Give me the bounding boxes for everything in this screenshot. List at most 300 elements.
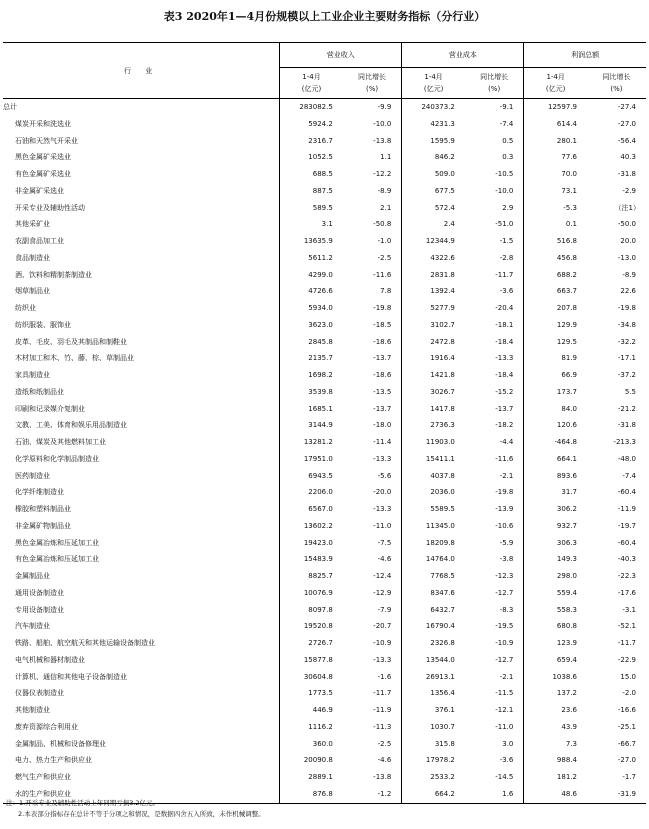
industry-name-cell: 烟草制品业 <box>3 283 280 300</box>
revenue-value-cell: 4726.6 <box>308 287 333 296</box>
cost-growth-cell: -20.4 <box>465 300 524 317</box>
industry-name-cell: 医药制造业 <box>3 468 280 485</box>
revenue-growth-cell: -1.0 <box>343 233 402 250</box>
cost-growth-cell: -10.6 <box>465 518 524 535</box>
cost-growth-cell: -18.2 <box>465 417 524 434</box>
profit-growth-cell: 20.0 <box>620 237 636 245</box>
revenue-growth-cell: -7.9 <box>343 602 402 619</box>
cost-value-cell: 4231.3 <box>430 119 455 128</box>
profit-growth-cell: -22.9 <box>617 655 636 664</box>
cost-value-cell: 2736.3 <box>430 421 455 430</box>
industry-name-cell: 酒、饮料和精制茶制造业 <box>3 267 280 284</box>
revenue-growth-cell: -13.3 <box>343 451 402 468</box>
revenue-growth-cell: -11.4 <box>343 434 402 451</box>
industry-name-cell: 总计 <box>3 99 280 116</box>
profit-growth-cell: -21.2 <box>617 404 636 413</box>
revenue-value-cell: 3623.0 <box>308 320 333 329</box>
revenue-value-cell: 6943.5 <box>308 471 333 480</box>
industry-name-cell: 铁路、船舶、航空航天和其他运输设备制造业 <box>3 635 280 652</box>
revenue-value-cell: 876.8 <box>280 786 343 803</box>
revenue-growth-cell: -10.0 <box>343 116 402 133</box>
profit-value-cell: 664.1 <box>556 454 577 463</box>
revenue-growth-cell: -19.8 <box>343 300 402 317</box>
profit-value-cell: 84.0 <box>561 404 577 413</box>
profit-value-subheader: 1-4月 (亿元) <box>524 68 587 99</box>
industry-name-cell: 水的生产和供应业 <box>3 786 280 803</box>
profit-value-cell: 558.3 <box>556 605 577 614</box>
profit-growth-cell: -19.8 <box>617 304 636 312</box>
revenue-growth-cell: -18.6 <box>343 367 402 384</box>
cost-growth-cell: -3.6 <box>465 283 524 300</box>
profit-growth-cell: -31.9 <box>587 786 646 803</box>
table-row <box>3 468 646 485</box>
cost-growth-cell: -9.1 <box>465 99 524 116</box>
cost-growth-cell: 2.9 <box>465 200 524 217</box>
cost-value-cell: 2472.8 <box>430 337 455 346</box>
cost-value-cell: 677.5 <box>434 186 455 195</box>
table-row <box>3 736 646 753</box>
industry-name-cell: 石油和天然气开采业 <box>3 133 280 150</box>
industry-name-cell: 皮革、毛皮、羽毛及其制品和制鞋业 <box>3 334 280 351</box>
table-row <box>3 283 646 300</box>
profit-value-cell: 659.4 <box>556 655 577 664</box>
revenue-value-cell: 3539.8 <box>308 387 333 396</box>
revenue-value-cell: 17951.0 <box>303 454 333 463</box>
profit-value-cell: 66.9 <box>561 371 577 379</box>
footnote-1: 注：1.开采专业及辅助性活动上年同期亏损3.2亿元。 <box>6 799 160 807</box>
revenue-growth-cell: 2.1 <box>343 200 402 217</box>
profit-growth-cell: -2.0 <box>622 689 636 698</box>
cost-growth-cell: -13.9 <box>465 501 524 518</box>
cost-value-cell: 3026.7 <box>430 387 455 396</box>
revenue-value-cell: 19520.8 <box>303 622 333 631</box>
profit-value-cell: 129.5 <box>556 337 577 346</box>
cost-growth-cell: -10.9 <box>465 635 524 652</box>
cost-value-cell: 1421.8 <box>430 371 455 379</box>
cost-growth-cell: -5.9 <box>465 535 524 552</box>
industry-name-cell: 化学纤维制造业 <box>3 484 280 501</box>
cost-value-cell: 376.1 <box>434 706 455 714</box>
profit-value-cell: 181.2 <box>556 773 577 781</box>
cost-value-cell: 16790.4 <box>425 622 455 631</box>
profit-value-cell: 173.7 <box>556 387 577 396</box>
table-row <box>3 350 646 367</box>
cost-value-cell: 3102.7 <box>430 320 455 329</box>
revenue-growth-cell: -9.9 <box>343 99 402 116</box>
cost-value-cell: 11345.0 <box>425 521 455 530</box>
revenue-growth-cell: -20.7 <box>343 618 402 635</box>
revenue-value-cell: 283082.5 <box>299 103 333 111</box>
profit-growth-cell: -34.8 <box>617 320 636 329</box>
table-row <box>3 267 646 284</box>
revenue-growth-cell: 7.8 <box>343 283 402 300</box>
cost-growth-cell: -2.1 <box>465 669 524 686</box>
table-row <box>3 233 646 250</box>
cost-growth-cell: -11.6 <box>465 451 524 468</box>
profit-growth-cell: -50.0 <box>617 220 636 229</box>
table-row <box>3 300 646 317</box>
profit-value-cell: 70.0 <box>561 170 577 178</box>
cost-value-cell: 1030.7 <box>430 722 455 731</box>
revenue-value-cell: 1698.2 <box>308 371 333 379</box>
cost-growth-cell: -10.5 <box>465 166 524 183</box>
industry-name-cell: 其他采矿业 <box>3 216 280 233</box>
revenue-value-cell: 13635.9 <box>303 237 333 245</box>
industry-name-cell: 通用设备制造业 <box>3 585 280 602</box>
profit-value-cell: 31.7 <box>561 488 577 497</box>
profit-growth-cell: -52.1 <box>617 622 636 631</box>
industry-name-cell: 橡胶和塑料制品业 <box>3 501 280 518</box>
industry-name-cell: 煤炭开采和洗选业 <box>3 116 280 133</box>
cost-growth-cell: -12.3 <box>465 568 524 585</box>
industry-name-cell: 金属制品、机械和设备修理业 <box>3 736 280 753</box>
cost-growth-subheader: 同比增长 (%) <box>465 68 524 99</box>
revenue-growth-cell: -11.3 <box>343 719 402 736</box>
table-row <box>3 133 646 150</box>
table-row <box>3 484 646 501</box>
revenue-value-cell: 20090.8 <box>303 756 333 765</box>
table-row <box>3 166 646 183</box>
cost-growth-cell: 3.0 <box>465 736 524 753</box>
profit-growth-cell: -31.8 <box>617 421 636 430</box>
cost-value-cell: 4037.8 <box>430 471 455 480</box>
revenue-growth-subheader: 同比增长 (%) <box>343 68 402 99</box>
cost-value-subheader: 1-4月 (亿元) <box>402 68 465 99</box>
revenue-value-cell: 8825.7 <box>308 572 333 580</box>
profit-growth-cell: 5.5 <box>624 387 636 396</box>
profit-header: 利润总额 <box>524 43 646 68</box>
industry-name-cell: 石油、煤炭及其他燃料加工业 <box>3 434 280 451</box>
revenue-value-cell: 10076.9 <box>303 588 333 597</box>
table-row <box>3 518 646 535</box>
revenue-value-cell: 5611.2 <box>308 253 333 262</box>
profit-growth-cell: -40.3 <box>617 555 636 564</box>
table-row <box>3 384 646 401</box>
revenue-growth-cell: -1.6 <box>343 669 402 686</box>
cost-growth-cell: -18.4 <box>465 334 524 351</box>
revenue-value-cell: 3.1 <box>321 220 333 229</box>
table-row <box>3 183 646 200</box>
revenue-growth-cell: -13.7 <box>343 401 402 418</box>
profit-value-cell: 893.6 <box>556 471 577 480</box>
industry-name-cell: 非金属矿物制品业 <box>3 518 280 535</box>
cost-value-cell: 572.4 <box>434 203 455 212</box>
profit-growth-cell: -66.7 <box>617 739 636 748</box>
profit-value-cell: 149.3 <box>556 555 577 564</box>
cost-value-cell: 315.8 <box>434 739 455 748</box>
cost-growth-cell: -12.7 <box>465 585 524 602</box>
cost-value-cell: 14764.0 <box>425 555 455 564</box>
profit-value-cell: 663.7 <box>556 287 577 296</box>
cost-value-cell: 4322.6 <box>430 253 455 262</box>
industry-name-cell: 电力、热力生产和供应业 <box>3 752 280 769</box>
profit-value-cell: 516.8 <box>556 237 577 245</box>
profit-value-cell: 0.1 <box>565 220 577 229</box>
revenue-growth-cell: -11.6 <box>343 267 402 284</box>
revenue-value-cell: 2316.7 <box>308 136 333 145</box>
revenue-value-cell: 5924.2 <box>308 119 333 128</box>
table-row <box>3 585 646 602</box>
cost-growth-cell: 0.3 <box>465 149 524 166</box>
revenue-value-cell: 589.5 <box>312 203 333 212</box>
cost-growth-cell: -18.4 <box>465 367 524 384</box>
profit-value-cell: 456.8 <box>556 253 577 262</box>
profit-value-cell: 23.6 <box>561 706 577 714</box>
cost-growth-cell: -7.4 <box>465 116 524 133</box>
table-row <box>3 200 646 217</box>
table-row <box>3 451 646 468</box>
profit-value-cell: 306.3 <box>556 538 577 547</box>
table-row <box>3 216 646 233</box>
profit-growth-cell: （注1） <box>614 203 640 212</box>
table-row <box>3 535 646 552</box>
industry-name-cell: 开采专业及辅助性活动 <box>3 200 280 217</box>
profit-value-cell: 932.7 <box>556 521 577 530</box>
profit-value-cell: 123.9 <box>556 639 577 647</box>
cost-value-cell: 664.2 <box>402 786 465 803</box>
profit-growth-cell: -7.4 <box>622 471 636 480</box>
cost-growth-cell: -14.5 <box>465 769 524 786</box>
cost-value-cell: 2326.8 <box>430 639 455 647</box>
revenue-growth-cell: -13.5 <box>343 384 402 401</box>
profit-value-cell: 48.6 <box>524 786 587 803</box>
page-title: 表3 2020年1—4月份规模以上工业企业主要财务指标（分行业） <box>163 10 486 23</box>
profit-value-cell: 1038.6 <box>552 672 577 681</box>
revenue-growth-cell: -13.8 <box>343 133 402 150</box>
table-row <box>3 334 646 351</box>
profit-value-cell: -464.8 <box>554 438 577 446</box>
cost-value-cell: 2036.0 <box>430 488 455 497</box>
profit-value-cell: 207.8 <box>556 304 577 312</box>
revenue-growth-cell: -11.9 <box>343 702 402 719</box>
revenue-value-cell: 15483.9 <box>303 555 333 564</box>
revenue-value-cell: 2135.7 <box>308 354 333 363</box>
industry-name-cell: 计算机、通信和其他电子设备制造业 <box>3 669 280 686</box>
cost-value-cell: 2831.8 <box>430 270 455 279</box>
industry-name-cell: 木材加工和木、竹、藤、棕、草制品业 <box>3 350 280 367</box>
cost-value-cell: 509.0 <box>434 170 455 178</box>
profit-growth-cell: -8.9 <box>622 270 636 279</box>
cost-value-cell: 15411.1 <box>425 454 455 463</box>
profit-growth-cell: -22.3 <box>617 572 636 580</box>
cost-growth-cell: -11.7 <box>465 267 524 284</box>
revenue-value-cell: 3144.9 <box>308 421 333 430</box>
profit-growth-cell: -16.6 <box>617 706 636 714</box>
revenue-value-cell: 1773.5 <box>308 689 333 698</box>
industry-name-cell: 专用设备制造业 <box>3 602 280 619</box>
table-row <box>3 669 646 686</box>
cost-value-cell: 1417.8 <box>430 404 455 413</box>
revenue-value-cell: 13602.2 <box>303 521 333 530</box>
revenue-growth-cell: -13.3 <box>343 652 402 669</box>
cost-growth-cell: -51.0 <box>465 216 524 233</box>
cost-value-cell: 1392.4 <box>430 287 455 296</box>
revenue-growth-cell: -18.5 <box>343 317 402 334</box>
cost-growth-cell: -12.1 <box>465 702 524 719</box>
profit-growth-cell: -213.3 <box>613 438 636 446</box>
revenue-value-cell: 2206.0 <box>308 488 333 497</box>
profit-growth-cell: -31.8 <box>617 170 636 178</box>
profit-growth-cell: -27.4 <box>617 103 636 111</box>
table-body <box>3 99 646 804</box>
revenue-growth-cell: -11.7 <box>343 685 402 702</box>
profit-growth-cell: -27.0 <box>617 756 636 765</box>
cost-growth-cell: -11.5 <box>465 685 524 702</box>
industry-name-cell: 食品制造业 <box>3 250 280 267</box>
revenue-value-cell: 2726.7 <box>308 639 333 647</box>
footnotes <box>6 798 265 820</box>
cost-growth-cell: -3.8 <box>465 551 524 568</box>
revenue-growth-cell: -4.6 <box>343 752 402 769</box>
revenue-growth-cell: -50.8 <box>343 216 402 233</box>
revenue-value-cell: 5934.0 <box>308 304 333 312</box>
profit-growth-cell: -19.7 <box>617 521 636 530</box>
industry-header: 行 业 <box>3 43 280 99</box>
cost-growth-cell: -2.8 <box>465 250 524 267</box>
cost-growth-cell: -12.7 <box>465 652 524 669</box>
revenue-growth-cell: -1.2 <box>343 786 402 803</box>
table-row <box>3 685 646 702</box>
cost-growth-cell: -13.7 <box>465 401 524 418</box>
revenue-value-subheader: 1-4月 (亿元) <box>280 68 343 99</box>
revenue-value-cell: 688.5 <box>312 170 333 178</box>
cost-growth-cell: -8.3 <box>465 602 524 619</box>
industry-name-cell: 汽车制造业 <box>3 618 280 635</box>
revenue-value-cell: 30604.8 <box>303 672 333 681</box>
revenue-value-cell: 4299.0 <box>308 270 333 279</box>
profit-growth-cell: -13.0 <box>617 253 636 262</box>
table-row <box>3 635 646 652</box>
revenue-growth-cell: -20.0 <box>343 484 402 501</box>
profit-value-cell: 12597.9 <box>548 103 577 111</box>
profit-value-cell: 43.9 <box>561 722 577 731</box>
revenue-value-cell: 1116.2 <box>308 722 333 731</box>
cost-growth-cell: -15.2 <box>465 384 524 401</box>
cost-value-cell: 846.2 <box>434 153 455 162</box>
cost-growth-cell: -19.5 <box>465 618 524 635</box>
revenue-growth-cell: -12.2 <box>343 166 402 183</box>
cost-growth-cell: -11.0 <box>465 719 524 736</box>
revenue-value-cell: 446.9 <box>312 706 333 714</box>
cost-value-cell: 26913.1 <box>425 672 455 681</box>
revenue-growth-cell: -13.7 <box>343 350 402 367</box>
table-row <box>3 317 646 334</box>
profit-value-cell: 306.2 <box>556 505 577 513</box>
revenue-value-cell: 1052.5 <box>308 153 333 162</box>
table-row <box>3 702 646 719</box>
cost-value-cell: 11903.0 <box>425 438 455 446</box>
table-row <box>3 568 646 585</box>
cost-value-cell: 8347.6 <box>430 588 455 597</box>
table-row <box>3 116 646 133</box>
table-row <box>3 602 646 619</box>
industry-name-cell: 有色金属矿采选业 <box>3 166 280 183</box>
profit-growth-cell: 40.3 <box>620 153 636 162</box>
industry-name-cell: 文教、工美、体育和娱乐用品制造业 <box>3 417 280 434</box>
cost-value-cell: 1356.4 <box>430 689 455 698</box>
profit-growth-cell: 15.0 <box>620 672 636 681</box>
revenue-growth-cell: -13.3 <box>343 501 402 518</box>
profit-growth-cell: 22.6 <box>620 287 636 296</box>
profit-growth-cell: -56.4 <box>617 136 636 145</box>
profit-growth-cell: -3.1 <box>622 605 636 614</box>
cost-growth-cell: -10.0 <box>465 183 524 200</box>
revenue-value-cell: 360.0 <box>312 739 333 748</box>
profit-value-cell: 73.1 <box>561 186 577 195</box>
revenue-growth-cell: -2.5 <box>343 736 402 753</box>
cost-growth-cell: -13.3 <box>465 350 524 367</box>
revenue-growth-cell: -10.9 <box>343 635 402 652</box>
profit-growth-cell: -60.4 <box>617 538 636 547</box>
industry-name-cell: 仪器仪表制造业 <box>3 685 280 702</box>
table-row <box>3 501 646 518</box>
revenue-growth-cell: -12.4 <box>343 568 402 585</box>
cost-value-cell: 2.4 <box>443 220 455 229</box>
revenue-growth-cell: -8.9 <box>343 183 402 200</box>
profit-value-cell: 988.4 <box>556 756 577 765</box>
total-row <box>3 99 646 116</box>
revenue-growth-cell: -2.5 <box>343 250 402 267</box>
table-row <box>3 401 646 418</box>
revenue-value-cell: 2845.8 <box>308 337 333 346</box>
revenue-growth-cell: -12.9 <box>343 585 402 602</box>
revenue-value-cell: 8097.8 <box>308 605 333 614</box>
cost-value-cell: 1595.9 <box>430 136 455 145</box>
profit-growth-cell: -11.9 <box>617 505 636 513</box>
profit-value-cell: 77.6 <box>561 153 577 162</box>
table-row <box>3 250 646 267</box>
profit-growth-cell: -25.1 <box>617 722 636 731</box>
revenue-growth-cell: -5.6 <box>343 468 402 485</box>
cost-value-cell: 18209.8 <box>425 538 455 547</box>
profit-growth-cell: -1.7 <box>622 773 636 781</box>
industry-name-cell: 非金属矿采选业 <box>3 183 280 200</box>
industry-name-cell: 印刷和记录媒介复制业 <box>3 401 280 418</box>
cost-header: 营业成本 <box>402 43 524 68</box>
industry-name-cell: 其他制造业 <box>3 702 280 719</box>
revenue-value-cell: 19423.0 <box>303 538 333 547</box>
profit-value-cell: 614.4 <box>556 119 577 128</box>
industry-name-cell: 家具制造业 <box>3 367 280 384</box>
profit-value-cell: 298.0 <box>556 572 577 580</box>
cost-growth-cell: -19.8 <box>465 484 524 501</box>
cost-growth-cell: -18.1 <box>465 317 524 334</box>
industry-name-cell: 废弃资源综合利用业 <box>3 719 280 736</box>
revenue-growth-cell: -4.6 <box>343 551 402 568</box>
profit-growth-cell: -2.9 <box>622 186 636 195</box>
profit-growth-cell: -37.2 <box>617 371 636 379</box>
cost-growth-cell: -4.4 <box>465 434 524 451</box>
industry-name-cell: 造纸和纸制品业 <box>3 384 280 401</box>
profit-growth-cell: -11.7 <box>617 639 636 647</box>
revenue-value-cell: 6567.0 <box>308 505 333 513</box>
revenue-growth-cell: -13.8 <box>343 769 402 786</box>
cost-value-cell: 5277.9 <box>430 304 455 312</box>
table-row <box>3 417 646 434</box>
profit-value-cell: 81.9 <box>561 354 577 363</box>
revenue-growth-cell: -18.6 <box>343 334 402 351</box>
cost-value-cell: 1916.4 <box>430 354 455 363</box>
revenue-growth-cell: -11.0 <box>343 518 402 535</box>
cost-growth-cell: -1.5 <box>465 233 524 250</box>
industry-name-cell: 农副食品加工业 <box>3 233 280 250</box>
revenue-growth-cell: -7.5 <box>343 535 402 552</box>
profit-value-cell: 688.2 <box>556 270 577 279</box>
industry-name-cell: 有色金属冶炼和压延加工业 <box>3 551 280 568</box>
cost-value-cell: 12344.9 <box>425 237 455 245</box>
profit-growth-cell: -48.0 <box>617 454 636 463</box>
table-row <box>3 652 646 669</box>
